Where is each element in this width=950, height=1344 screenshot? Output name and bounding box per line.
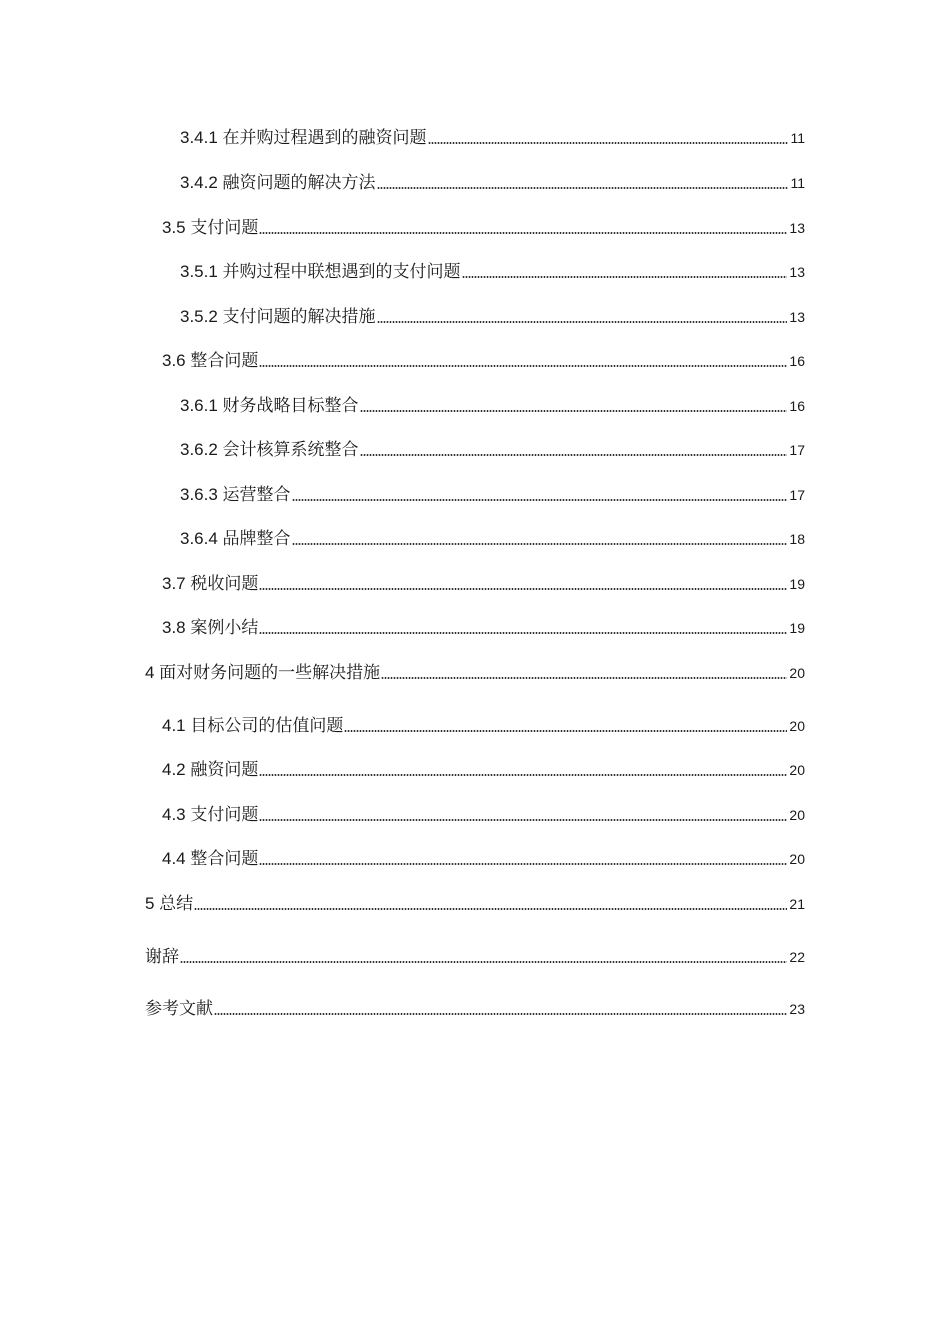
toc-entry-label: 3.6.3 运营整合 [180,485,291,504]
dot-leader [377,321,788,323]
dot-leader [214,1013,787,1015]
toc-entry-4-3[interactable] [162,804,805,826]
toc-page-number: 13 [789,264,805,280]
toc-entry-4[interactable] [145,662,805,684]
dot-leader [259,819,787,821]
dot-leader [344,730,787,732]
dot-leader [292,543,788,545]
dot-leader [381,677,787,679]
dot-leader [360,454,788,456]
toc-page-number: 16 [789,398,805,414]
toc-page-number: 18 [789,531,805,547]
dot-leader [259,232,787,234]
toc-entry-label: 3.6.2 会计核算系统整合 [180,440,359,459]
toc-entry-acknowledgements[interactable] [145,946,805,968]
toc-page-number: 17 [789,442,805,458]
dot-leader [259,632,787,634]
toc-page-number: 13 [789,309,805,325]
dot-leader [360,410,788,412]
toc-entry-5[interactable] [145,893,805,915]
toc-page-number: 20 [789,807,805,823]
toc-entry-label: 5 总结 [145,894,194,913]
dot-leader [259,863,787,865]
toc-entry-label: 3.5 支付问题 [162,218,259,237]
toc-entry-4-2[interactable] [162,759,805,781]
toc-entry-label: 3.7 税收问题 [162,574,259,593]
toc-page-number: 22 [789,949,805,965]
toc-entry-4-4[interactable] [162,848,805,870]
toc-page-number: 20 [789,718,805,734]
toc-entry-3-7[interactable] [162,573,805,595]
toc-entry-label: 谢辞 [145,947,179,966]
toc-page-number: 17 [789,487,805,503]
toc-page-number: 20 [789,762,805,778]
toc-entry-label: 3.4.1 在并购过程遇到的融资问题 [180,128,427,147]
toc-entry-3-4-2[interactable] [180,172,805,194]
dot-leader [377,187,789,189]
toc-page-number: 20 [789,851,805,867]
dot-leader [428,142,789,144]
toc-page-number: 20 [789,665,805,681]
toc-entry-label: 参考文献 [145,999,213,1018]
toc-page-number: 23 [789,1001,805,1017]
toc-entry-3-6-3[interactable] [180,484,805,506]
toc-entry-references[interactable] [145,998,805,1020]
toc-entry-label: 3.6 整合问题 [162,351,259,370]
dot-leader [259,774,787,776]
dot-leader [259,365,787,367]
toc-entry-label: 3.8 案例小结 [162,618,259,637]
toc-page-number: 21 [789,896,805,912]
toc-entry-3-6-4[interactable] [180,528,805,550]
toc-entry-3-4-1[interactable] [180,127,805,149]
toc-page-number: 11 [790,175,805,191]
toc-page-number: 19 [789,576,805,592]
toc-entry-label: 4 面对财务问题的一些解决措施 [145,663,381,682]
dot-leader [180,961,787,963]
dot-leader [194,908,787,910]
toc-entry-3-5-2[interactable] [180,306,805,328]
toc-entry-label: 4.1 目标公司的估值问题 [162,716,344,735]
dot-leader [462,276,788,278]
toc-entry-3-8[interactable] [162,617,805,639]
dot-leader [292,499,788,501]
toc-page-number: 13 [789,220,805,236]
toc-page-number: 16 [789,353,805,369]
toc-entry-3-5[interactable] [162,217,805,239]
toc-entry-label: 4.3 支付问题 [162,805,259,824]
toc-entry-3-5-1[interactable] [180,261,805,283]
toc-entry-label: 3.6.4 品牌整合 [180,529,291,548]
toc-entry-label: 3.5.2 支付问题的解决措施 [180,307,376,326]
toc-entry-label: 3.5.1 并购过程中联想遇到的支付问题 [180,262,461,281]
toc-entry-label: 4.2 融资问题 [162,760,259,779]
toc-entry-3-6-2[interactable] [180,439,805,461]
toc-entry-label: 3.4.2 融资问题的解决方法 [180,173,376,192]
toc-page-number: 19 [789,620,805,636]
dot-leader [259,588,787,590]
toc-entry-label: 3.6.1 财务战略目标整合 [180,396,359,415]
toc-entry-3-6-1[interactable] [180,395,805,417]
toc-page-number: 11 [790,130,805,146]
toc-entry-3-6[interactable] [162,350,805,372]
toc-entry-4-1[interactable] [162,715,805,737]
toc-entry-label: 4.4 整合问题 [162,849,259,868]
